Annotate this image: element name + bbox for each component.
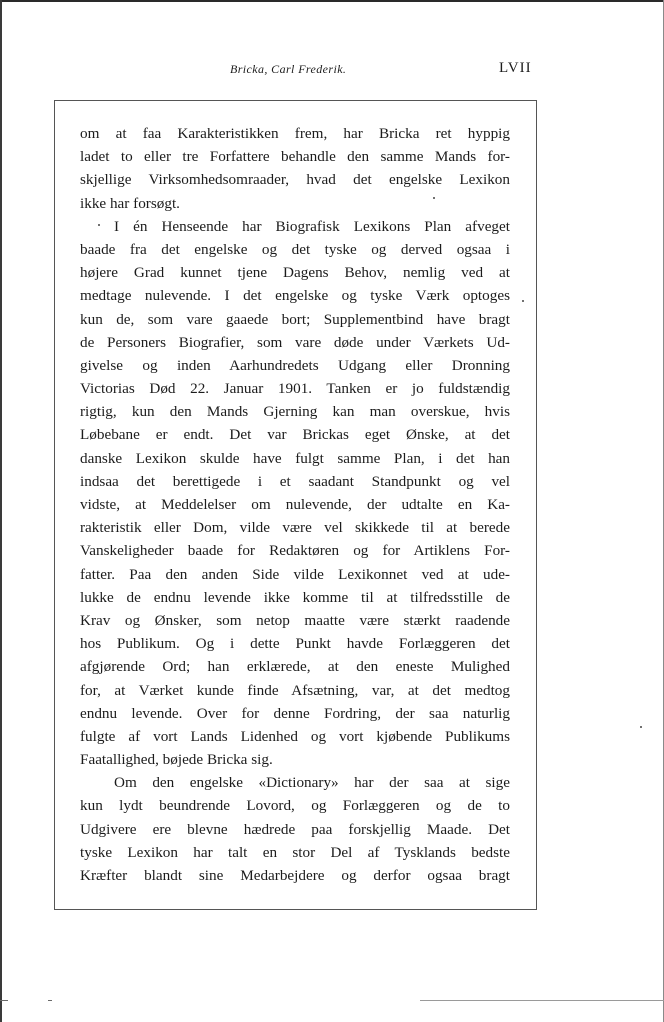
scan-edge-mark: [48, 1000, 52, 1001]
text-line: hos Publikum. Og i dette Punkt havde Forlæggeren det: [80, 635, 510, 653]
text-line: om at faa Karakteristikken frem, har Bricka ret hyppig: [80, 125, 510, 142]
text-line: Faatallighed, bøjede Bricka sig.: [80, 751, 273, 769]
text-line: Vanskeligheder baade for Redaktøren og for Artiklens For-: [80, 542, 510, 560]
text-line: Victorias Død 22. Januar 1901. Tanken er jo fuldstændig: [80, 380, 510, 398]
text-line: givelse og inden Aarhundredets Udgang eller Dronning: [80, 356, 510, 374]
text-line: fulgte af vort Lands Lidenhed og vort kjøbende Publikums: [80, 727, 510, 745]
scan-edge-mark: [420, 1000, 664, 1001]
text-line: I én Henseende har Biografisk Lexikons Plan afveget: [114, 217, 510, 235]
text-line: Udgivere ere blevne hædrede paa forskjellig Maade. Det: [80, 820, 510, 838]
text-line: ikke har forsøgt.: [80, 194, 180, 212]
text-line: endnu levende. Over for denne Fordring, der saa naturlig: [80, 704, 510, 722]
text-line: kun de, som vare gaaede bort; Supplementbind have bragt: [80, 310, 510, 328]
scan-speck: [522, 300, 524, 302]
text-line: indsaa det berettigede i et saadant Standpunkt og vel: [80, 472, 510, 490]
text-line: Om den engelske «Dictionary» har der saa at sige: [114, 774, 510, 792]
text-line: rakteristik eller Dom, vilde være vel skikkede til at berede: [80, 519, 510, 537]
text-line: vidste, at Meddelelser om nulevende, der udtalte en Ka-: [80, 496, 510, 513]
text-line: rigtig, kun den Mands Gjerning kan man overskue, hvis: [80, 403, 510, 421]
text-line: for, at Værket kunde finde Afsætning, var, at det medtog: [80, 681, 510, 699]
text-line: medtage nulevende. I det engelske og tyske Værk optoges: [80, 287, 510, 305]
text-line: kun lydt beundrende Lovord, og Forlæggeren og de to: [80, 797, 510, 815]
text-line: danske Lexikon skulde have fulgt samme Plan, i det han: [80, 449, 510, 467]
text-line: tyske Lexikon har talt en stor Del af Tysklands bedste: [80, 843, 510, 861]
text-line: baade fra det engelske og det tyske og derved ogsaa i: [80, 240, 510, 258]
page-number: LVII: [499, 60, 532, 76]
text-line: højere Grad kunnet tjene Dagens Behov, nemlig ved at: [80, 264, 510, 282]
scan-speck: [433, 197, 435, 199]
scan-edge-left: [0, 0, 2, 1022]
text-line: lukke de endnu levende ikke komme til at tilfredsstille de: [80, 588, 510, 606]
text-line: Krav og Ønsker, som netop maatte være stærkt raadende: [80, 611, 510, 629]
text-line: ladet to eller tre Forfattere behandle den samme Mands for-: [80, 148, 510, 166]
text-line: de Personers Biografier, som vare døde under Værkets Ud-: [80, 333, 510, 351]
text-line: fatter. Paa den anden Side vilde Lexikonnet ved at ude-: [80, 565, 510, 583]
text-line: afgjørende Ord; han erklærede, at den eneste Mulighed: [80, 658, 510, 676]
scan-edge-top: [0, 0, 664, 2]
scan-edge-mark: [0, 1000, 8, 1001]
scan-speck: [98, 224, 100, 226]
scan-speck: [640, 726, 642, 728]
running-title: Bricka, Carl Frederik.: [230, 62, 347, 76]
body-text: [80, 122, 510, 887]
text-line: Løbebane er endt. Det var Brickas eget Ønske, at det: [80, 426, 510, 444]
text-line: Kræfter blandt sine Medarbejdere og derfor ogsaa bragt: [80, 867, 510, 884]
text-line: skjellige Virksomhedsomraader, hvad det engelske Lexikon: [80, 171, 510, 189]
